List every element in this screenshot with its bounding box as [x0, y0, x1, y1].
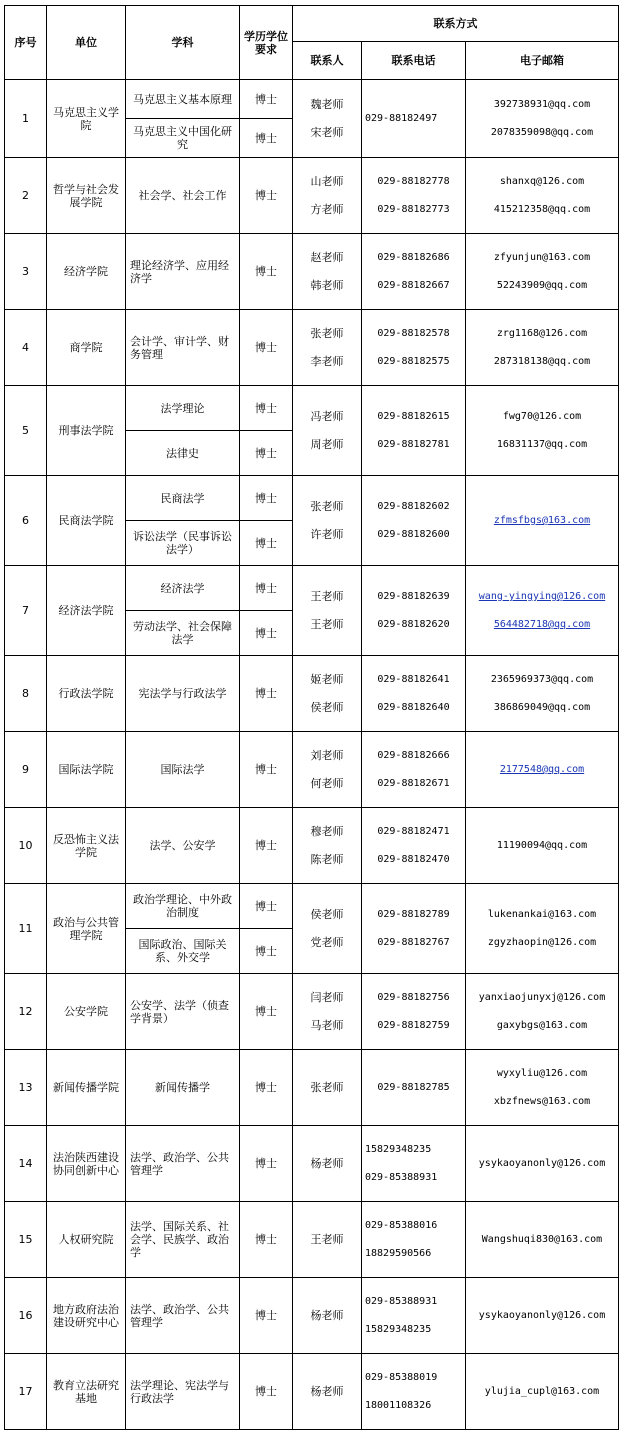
phone-number: 029-88182620: [377, 619, 450, 630]
contact-email: [466, 80, 619, 158]
row-number: 16: [5, 1278, 47, 1354]
contact-email: [466, 974, 619, 1050]
table-row: [5, 80, 619, 119]
subject-cell: 经济法学: [126, 566, 240, 611]
table-row: [5, 158, 619, 234]
recruitment-contact-table: [4, 5, 619, 1430]
subject-cell: 国际政治、国际关系、外交学: [126, 929, 240, 974]
subject-cell: 宪法学与行政法学: [126, 656, 240, 732]
phone-number: 029-88182686: [377, 252, 450, 263]
contact-email: [466, 656, 619, 732]
degree-requirement: 博士: [240, 521, 293, 566]
email-address: ysykaoyanonly@126.com: [478, 1310, 606, 1321]
email-address: zrg1168@126.com: [496, 328, 588, 339]
contact-person: [293, 158, 362, 234]
email-address: zgyzhaopin@126.com: [487, 937, 597, 948]
phone-number: 18001108326: [365, 1400, 432, 1411]
contact-person: [293, 310, 362, 386]
phone-number: 029-88182600: [377, 529, 450, 540]
degree-requirement: 博士: [240, 1126, 293, 1202]
email-address: 287318138@qq.com: [493, 356, 591, 367]
table-row: [5, 1354, 619, 1430]
subject-cell: 国际法学: [126, 732, 240, 808]
row-number: 7: [5, 566, 47, 656]
unit-name: 法治陕西建设协同创新中心: [47, 1126, 126, 1202]
contact-name: 韩老师: [310, 279, 344, 292]
table-row: [5, 974, 619, 1050]
email-address[interactable]: wang-yingying@126.com: [478, 591, 606, 602]
email-address: Wangshuqi830@163.com: [481, 1234, 603, 1245]
phone-number: 15829348235: [365, 1144, 432, 1155]
table-row: [5, 1278, 619, 1354]
degree-requirement: 博士: [240, 431, 293, 476]
subject-cell: 法学、国际关系、社会学、民族学、政治学: [126, 1202, 240, 1278]
degree-requirement: 博士: [240, 656, 293, 732]
subject-cell: 公安学、法学（侦查学背景）: [126, 974, 240, 1050]
row-number: 17: [5, 1354, 47, 1430]
contact-phone: [362, 808, 466, 884]
phone-number: 029-85388019: [365, 1372, 438, 1383]
phone-number: 15829348235: [365, 1324, 432, 1335]
contact-name: 杨老师: [310, 1309, 344, 1322]
table-row: [5, 884, 619, 929]
unit-name: 马克思主义学院: [47, 80, 126, 158]
phone-number: 029-88182615: [377, 411, 450, 422]
contact-email: [466, 476, 619, 566]
degree-requirement: 博士: [240, 1050, 293, 1126]
degree-requirement: 博士: [240, 80, 293, 119]
phone-number: 029-88182497: [365, 113, 438, 124]
unit-name: 民商法学院: [47, 476, 126, 566]
header-phone: 联系电话: [362, 42, 466, 80]
contact-phone: [362, 1126, 466, 1202]
degree-requirement: 博士: [240, 1202, 293, 1278]
subject-cell: 会计学、审计学、财务管理: [126, 310, 240, 386]
unit-name: 新闻传播学院: [47, 1050, 126, 1126]
subject-cell: 社会学、社会工作: [126, 158, 240, 234]
row-number: 2: [5, 158, 47, 234]
email-address: xbzfnews@163.com: [493, 1096, 591, 1107]
degree-requirement: 博士: [240, 884, 293, 929]
contact-email: [466, 386, 619, 476]
contact-name: 侯老师: [310, 908, 344, 921]
contact-name: 杨老师: [310, 1157, 344, 1170]
subject-cell: 马克思主义中国化研究: [126, 119, 240, 158]
contact-name: 张老师: [310, 1081, 344, 1094]
contact-phone: [362, 1278, 466, 1354]
table-row: [5, 656, 619, 732]
contact-name: 李老师: [310, 355, 344, 368]
phone-number: 029-85388931: [365, 1172, 438, 1183]
contact-name: 宋老师: [310, 126, 344, 139]
degree-requirement: 博士: [240, 611, 293, 656]
contact-person: [293, 1050, 362, 1126]
table-row: [5, 1126, 619, 1202]
contact-email: [466, 1126, 619, 1202]
row-number: 11: [5, 884, 47, 974]
contact-phone: [362, 80, 466, 158]
contact-name: 党老师: [310, 936, 344, 949]
subject-cell: 法律史: [126, 431, 240, 476]
contact-name: 周老师: [310, 438, 344, 451]
degree-requirement: 博士: [240, 808, 293, 884]
phone-number: 18829590566: [365, 1248, 432, 1259]
degree-requirement: 博士: [240, 234, 293, 310]
email-address: ylujia_cupl@163.com: [484, 1386, 600, 1397]
contact-name: 王老师: [310, 1233, 344, 1246]
contact-email: [466, 234, 619, 310]
contact-email: [466, 1202, 619, 1278]
contact-email: [466, 566, 619, 656]
table-row: [5, 386, 619, 431]
contact-person: [293, 1202, 362, 1278]
contact-name: 张老师: [310, 500, 344, 513]
table-row: [5, 566, 619, 611]
subject-cell: 新闻传播学: [126, 1050, 240, 1126]
table-row: [5, 808, 619, 884]
unit-name: 行政法学院: [47, 656, 126, 732]
header-no: 序号: [5, 6, 47, 80]
contact-phone: [362, 310, 466, 386]
contact-name: 王老师: [310, 590, 344, 603]
unit-name: 经济法学院: [47, 566, 126, 656]
email-address: wyxyliu@126.com: [496, 1068, 588, 1079]
email-address[interactable]: 564482718@qq.com: [493, 619, 591, 630]
contact-phone: [362, 476, 466, 566]
email-address: shanxq@126.com: [499, 176, 585, 187]
header-contact-group: 联系方式: [293, 6, 619, 42]
unit-name: 刑事法学院: [47, 386, 126, 476]
unit-name: 哲学与社会发展学院: [47, 158, 126, 234]
contact-phone: [362, 386, 466, 476]
row-number: 6: [5, 476, 47, 566]
email-address: 16831137@qq.com: [496, 439, 588, 450]
contact-name: 冯老师: [310, 410, 344, 423]
email-address: 415212358@qq.com: [493, 204, 591, 215]
row-number: 5: [5, 386, 47, 476]
email-address: zfyunjun@163.com: [493, 252, 591, 263]
subject-cell: 法学、政治学、公共管理学: [126, 1278, 240, 1354]
email-address: 386869049@qq.com: [493, 702, 591, 713]
unit-name: 地方政府法治建设研究中心: [47, 1278, 126, 1354]
contact-phone: [362, 732, 466, 808]
email-address: 11190094@qq.com: [496, 840, 588, 851]
contact-name: 张老师: [310, 327, 344, 340]
phone-number: 029-88182470: [377, 854, 450, 865]
email-address: 52243909@qq.com: [496, 280, 588, 291]
subject-cell: 法学理论: [126, 386, 240, 431]
header-degree: 学历学位要求: [240, 6, 293, 80]
contact-phone: [362, 566, 466, 656]
contact-name: 陈老师: [310, 853, 344, 866]
phone-number: 029-88182789: [377, 909, 450, 920]
table-body: [5, 80, 619, 1430]
unit-name: 政治与公共管理学院: [47, 884, 126, 974]
email-address[interactable]: 2177548@qq.com: [499, 764, 585, 775]
row-number: 9: [5, 732, 47, 808]
contact-person: [293, 884, 362, 974]
degree-requirement: 博士: [240, 566, 293, 611]
degree-requirement: 博士: [240, 386, 293, 431]
unit-name: 经济学院: [47, 234, 126, 310]
degree-requirement: 博士: [240, 732, 293, 808]
email-address: 2365969373@qq.com: [490, 674, 594, 685]
degree-requirement: 博士: [240, 1354, 293, 1430]
contact-person: [293, 974, 362, 1050]
table-row: [5, 1202, 619, 1278]
contact-phone: [362, 1050, 466, 1126]
subject-cell: 政治学理论、中外政治制度: [126, 884, 240, 929]
contact-email: [466, 808, 619, 884]
phone-number: 029-88182471: [377, 826, 450, 837]
degree-requirement: 博士: [240, 119, 293, 158]
phone-number: 029-85388931: [365, 1296, 438, 1307]
contact-email: [466, 1354, 619, 1430]
row-number: 8: [5, 656, 47, 732]
phone-number: 029-88182773: [377, 204, 450, 215]
row-number: 10: [5, 808, 47, 884]
header-email: 电子邮箱: [466, 42, 619, 80]
table-row: [5, 732, 619, 808]
contact-phone: [362, 1354, 466, 1430]
phone-number: 029-88182785: [377, 1082, 450, 1093]
contact-person: [293, 1126, 362, 1202]
contact-email: [466, 1050, 619, 1126]
phone-number: 029-85388016: [365, 1220, 438, 1231]
contact-name: 闫老师: [310, 991, 344, 1004]
row-number: 14: [5, 1126, 47, 1202]
subject-cell: 法学、公安学: [126, 808, 240, 884]
contact-phone: [362, 656, 466, 732]
unit-name: 反恐怖主义法学院: [47, 808, 126, 884]
contact-name: 许老师: [310, 528, 344, 541]
contact-name: 侯老师: [310, 701, 344, 714]
unit-name: 公安学院: [47, 974, 126, 1050]
phone-number: 029-88182639: [377, 591, 450, 602]
subject-cell: 法学、政治学、公共管理学: [126, 1126, 240, 1202]
contact-person: [293, 566, 362, 656]
phone-number: 029-88182671: [377, 778, 450, 789]
contact-name: 何老师: [310, 777, 344, 790]
subject-cell: 理论经济学、应用经济学: [126, 234, 240, 310]
unit-name: 国际法学院: [47, 732, 126, 808]
row-number: 4: [5, 310, 47, 386]
row-number: 1: [5, 80, 47, 158]
degree-requirement: 博士: [240, 476, 293, 521]
degree-requirement: 博士: [240, 929, 293, 974]
phone-number: 029-88182781: [377, 439, 450, 450]
phone-number: 029-88182578: [377, 328, 450, 339]
contact-person: [293, 656, 362, 732]
contact-email: [466, 1278, 619, 1354]
contact-phone: [362, 974, 466, 1050]
degree-requirement: 博士: [240, 1278, 293, 1354]
header-subject: 学科: [126, 6, 240, 80]
contact-name: 魏老师: [310, 98, 344, 111]
contact-name: 山老师: [310, 175, 344, 188]
email-address: lukenankai@163.com: [487, 909, 597, 920]
table-row: [5, 310, 619, 386]
contact-name: 姬老师: [310, 673, 344, 686]
contact-email: [466, 158, 619, 234]
subject-cell: 诉讼法学（民事诉讼法学）: [126, 521, 240, 566]
contact-phone: [362, 234, 466, 310]
header-unit: 单位: [47, 6, 126, 80]
phone-number: 029-88182767: [377, 937, 450, 948]
unit-name: 教育立法研究基地: [47, 1354, 126, 1430]
email-address: 392738931@qq.com: [493, 99, 591, 110]
phone-number: 029-88182666: [377, 750, 450, 761]
unit-name: 商学院: [47, 310, 126, 386]
degree-requirement: 博士: [240, 310, 293, 386]
phone-number: 029-88182602: [377, 501, 450, 512]
contact-name: 方老师: [310, 203, 344, 216]
contact-email: [466, 884, 619, 974]
degree-requirement: 博士: [240, 158, 293, 234]
contact-email: [466, 732, 619, 808]
phone-number: 029-88182759: [377, 1020, 450, 1031]
header-contact: 联系人: [293, 42, 362, 80]
contact-name: 马老师: [310, 1019, 344, 1032]
contact-person: [293, 1278, 362, 1354]
table-row: [5, 234, 619, 310]
phone-number: 029-88182641: [377, 674, 450, 685]
phone-number: 029-88182575: [377, 356, 450, 367]
contact-phone: [362, 884, 466, 974]
email-address: fwg70@126.com: [502, 411, 582, 422]
phone-number: 029-88182756: [377, 992, 450, 1003]
contact-phone: [362, 1202, 466, 1278]
contact-name: 杨老师: [310, 1385, 344, 1398]
email-address: 2078359098@qq.com: [490, 127, 594, 138]
contact-person: [293, 1354, 362, 1430]
contact-name: 穆老师: [310, 825, 344, 838]
phone-number: 029-88182667: [377, 280, 450, 291]
row-number: 13: [5, 1050, 47, 1126]
contact-person: [293, 732, 362, 808]
contact-person: [293, 808, 362, 884]
contact-person: [293, 80, 362, 158]
unit-name: 人权研究院: [47, 1202, 126, 1278]
contact-email: [466, 310, 619, 386]
phone-number: 029-88182778: [377, 176, 450, 187]
contact-person: [293, 476, 362, 566]
email-address: gaxybgs@163.com: [496, 1020, 588, 1031]
contact-name: 王老师: [310, 618, 344, 631]
email-address: ysykaoyanonly@126.com: [478, 1158, 606, 1169]
row-number: 12: [5, 974, 47, 1050]
phone-number: 029-88182640: [377, 702, 450, 713]
row-number: 15: [5, 1202, 47, 1278]
contact-person: [293, 234, 362, 310]
table-row: [5, 1050, 619, 1126]
subject-cell: 马克思主义基本原理: [126, 80, 240, 119]
degree-requirement: 博士: [240, 974, 293, 1050]
row-number: 3: [5, 234, 47, 310]
contact-phone: [362, 158, 466, 234]
subject-cell: 劳动法学、社会保障法学: [126, 611, 240, 656]
contact-name: 刘老师: [310, 749, 344, 762]
subject-cell: 民商法学: [126, 476, 240, 521]
contact-person: [293, 386, 362, 476]
contact-name: 赵老师: [310, 251, 344, 264]
table-row: [5, 476, 619, 521]
email-address: yanxiaojunyxj@126.com: [478, 992, 606, 1003]
email-address[interactable]: zfmsfbgs@163.com: [493, 515, 591, 526]
subject-cell: 法学理论、宪法学与行政法学: [126, 1354, 240, 1430]
